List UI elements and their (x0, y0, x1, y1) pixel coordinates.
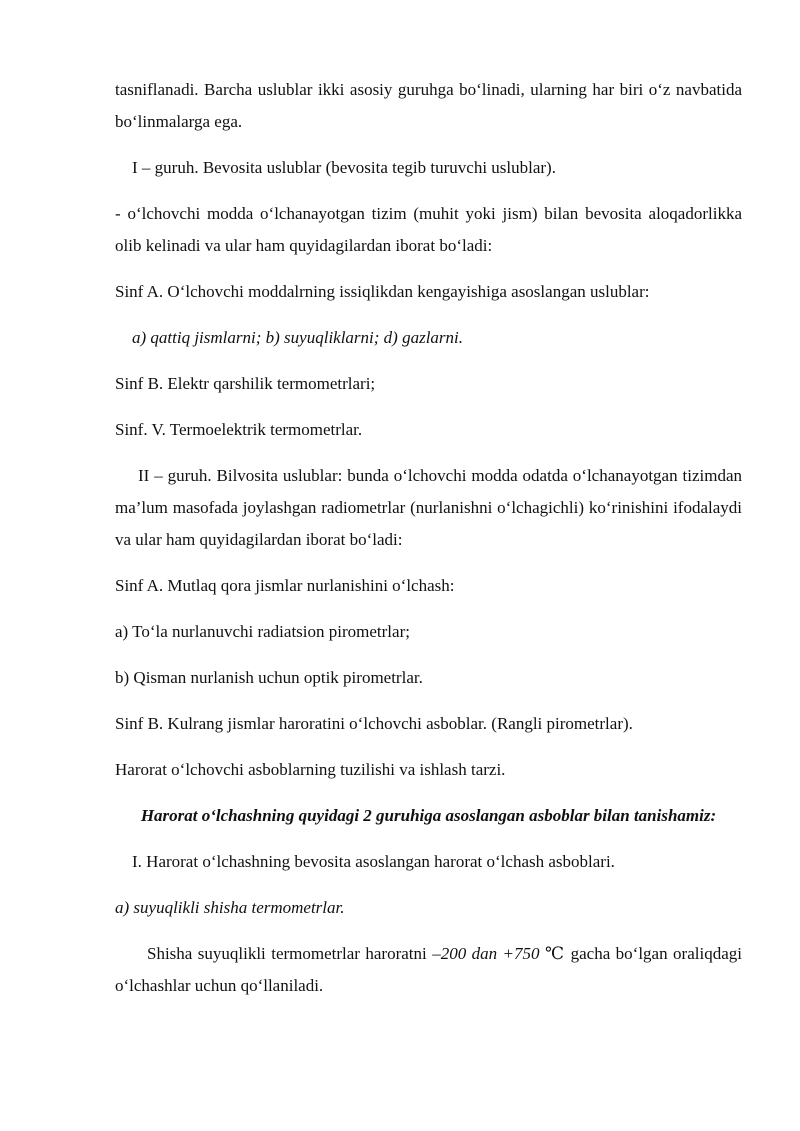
paragraph-direct-instruments: I. Harorat o‘lchashning bevosita asoslangan harorat o‘lchash asboblari. (132, 852, 615, 871)
paragraph-glass-thermometer-range (115, 938, 742, 1002)
paragraph-radiation-pyrometers: a) To‘la nurlanuvchi radiatsion pirometrlar; (115, 622, 410, 641)
range-text-end: gacha bo‘lgan oraliqdagi o‘lchashlar uchun qo‘llaniladi. (115, 944, 742, 995)
paragraph-expansion-subtypes: a) qattiq jismlarni; b) suyuqliklarni; d) gazlarni. (132, 328, 464, 347)
paragraph-class-b-resistance: Sinf B. Elektr qarshilik termometrlari; (115, 374, 376, 393)
paragraph-classification-intro: tasniflanadi. Barcha uslublar ikki asosiy guruhga bo‘linadi, ularning har biri o‘z navbatida bo‘linmalarga ega. (115, 80, 742, 131)
range-text-start: Shisha suyuqlikli termometrlar haroratni (147, 944, 433, 963)
paragraph-class-b-grey-bodies: Sinf B. Kulrang jismlar haroratini o‘lchovchi asboblar. (Rangli pirometrlar). (115, 714, 633, 733)
paragraph-glass-thermometers-title: a) suyuqlikli shisha termometrlar. (115, 898, 345, 917)
paragraph-group-1-heading: I – guruh. Bevosita uslublar (bevosita tegib turuvchi uslublar). (132, 158, 556, 177)
paragraph-class-a-blackbody: Sinf A. Mutlaq qora jismlar nurlanishini o‘lchash: (115, 576, 455, 595)
paragraph-instrument-structure: Harorat o‘lchovchi asboblarning tuzilishi va ishlash tarzi. (115, 760, 506, 779)
range-value: –200 dan +750 (432, 944, 540, 963)
section-heading: Harorat o‘lchashning quyidagi 2 guruhiga asoslangan asboblar bilan tanishamiz: (140, 806, 717, 825)
paragraph-class-v-thermoelectric: Sinf. V. Termoelektrik termometrlar. (115, 420, 363, 439)
paragraph-class-a-expansion: Sinf A. O‘lchovchi moddalrning issiqlikdan kengayishiga asoslangan uslublar: (115, 282, 650, 301)
paragraph-group-1-description: - o‘lchovchi modda o‘lchanayotgan tizim (muhit yoki jism) bilan bevosita aloqadorlikka olib kelinadi va ular ham quyidagilardan iborat bo‘ladi: (115, 204, 742, 255)
paragraph-group-2-description: II – guruh. Bilvosita uslublar: bunda o‘lchovchi modda odatda o‘lchanayotgan tizimdan ma’lum masofada joylashgan radiometrlar (nurlanishni o‘lchagichli) ko‘rinishini ifodalaydi va ular ham quyidagilardan iborat bo‘ladi: (115, 466, 742, 549)
paragraph-optical-pyrometers: b) Qisman nurlanish uchun optik pirometrlar. (115, 668, 423, 687)
celsius-unit: ℃ (539, 944, 566, 963)
